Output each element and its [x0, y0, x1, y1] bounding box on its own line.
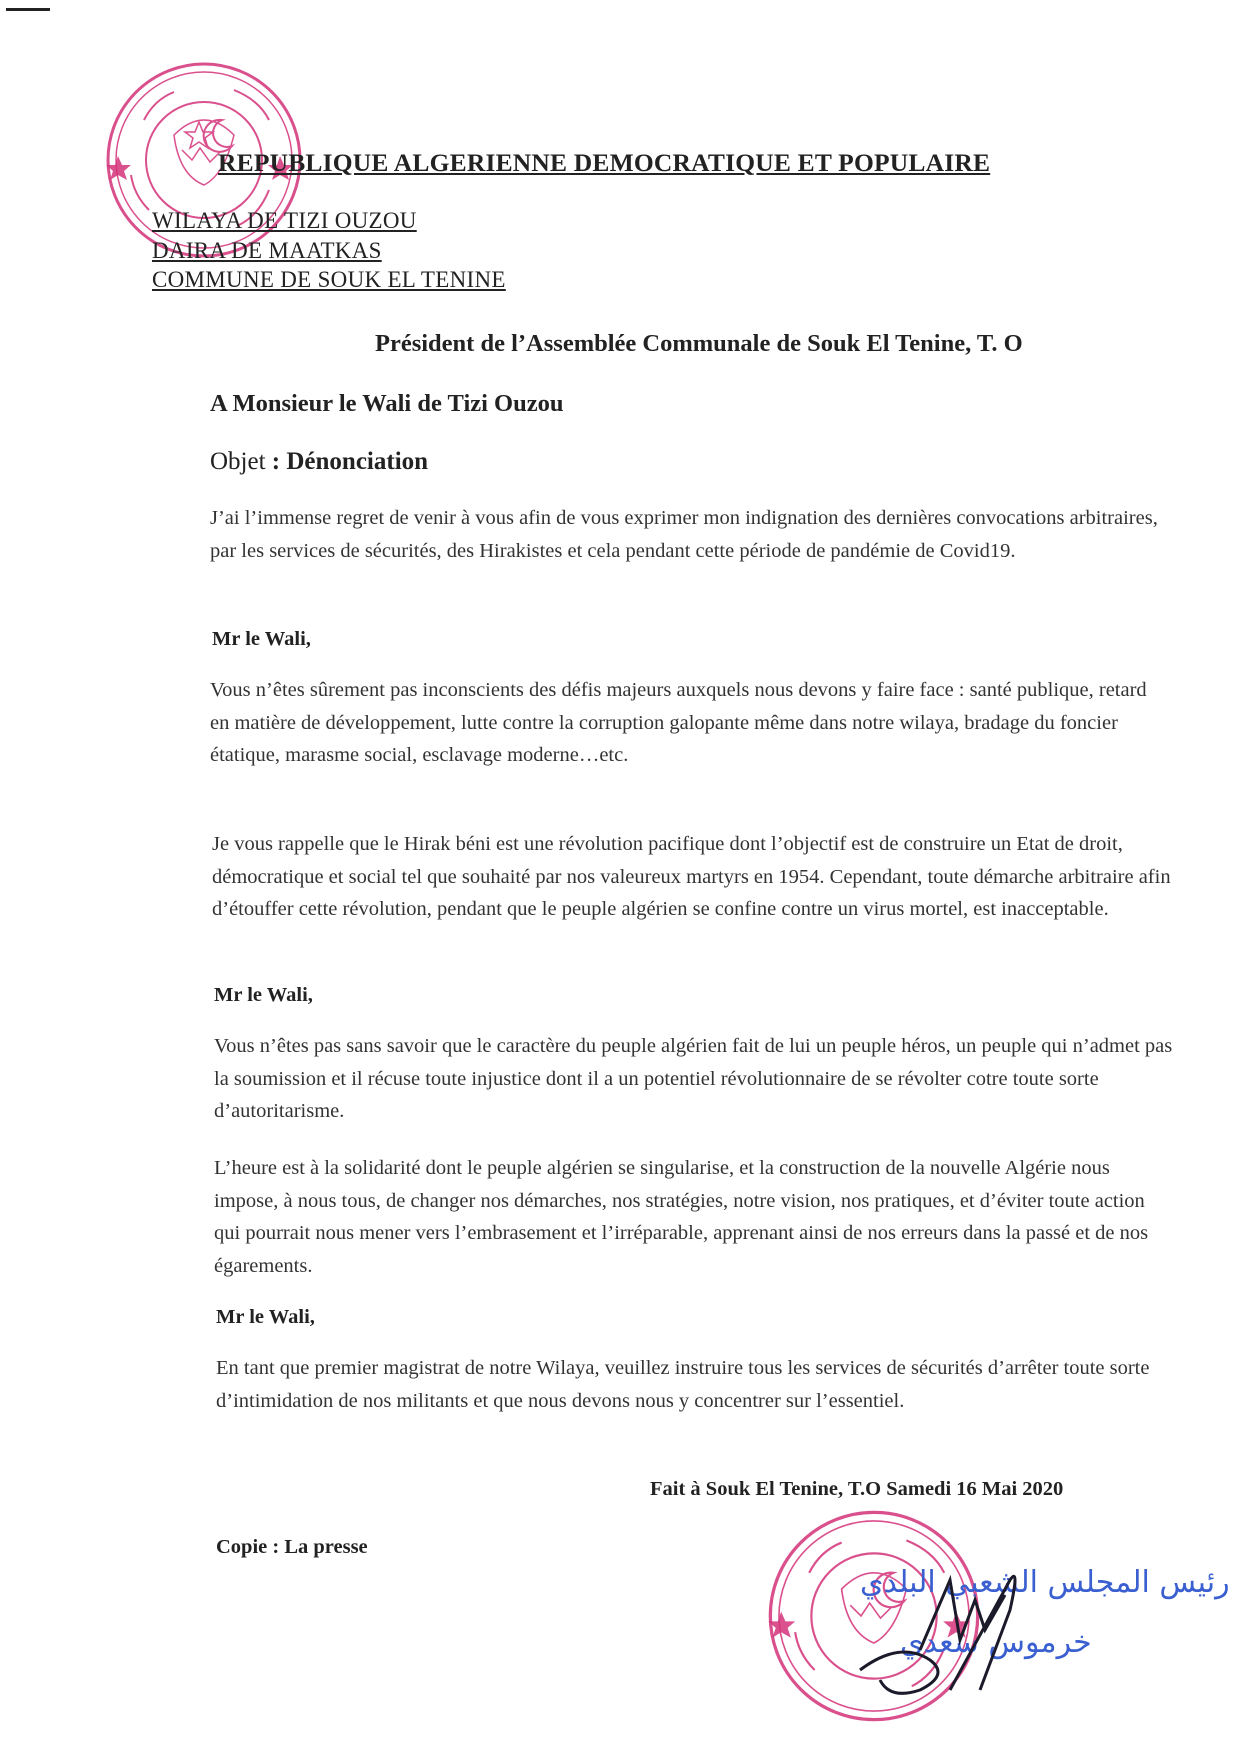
- subject-label: Objet: [210, 448, 266, 475]
- subject-line: [210, 448, 428, 476]
- copy-line: Copie : La presse: [216, 1536, 368, 1558]
- salutation-2: Mr le Wali,: [214, 984, 313, 1006]
- handwritten-signature: [830, 1540, 1060, 1720]
- wilaya-line: WILAYA DE TIZI OUZOU: [152, 208, 417, 233]
- paragraph-1: J’ai l’immense regret de venir à vous afin de vous exprimer mon indignation des dernières convocations arbitraires, par les services de sécurités, des Hirakistes et cela pendant cette période de pandémie de Covid19.: [210, 507, 1158, 562]
- recipient-line: A Monsieur le Wali de Tizi Ouzou: [210, 390, 564, 417]
- sender-title: Président de l’Assemblée Communale de Souk El Tenine, T. O: [375, 330, 1023, 357]
- paragraph-2: Vous n’êtes sûrement pas inconscients des défis majeurs auxquels nous devons y faire face : santé publique, retard en matière de développement, lutte contre la corruption galopante même dans notre wilaya, bradage du foncier étatique, marasme social, esclavage moderne…etc.: [210, 679, 1147, 766]
- commune-line: COMMUNE DE SOUK EL TENINE: [152, 267, 506, 292]
- salutation-1: Mr le Wali,: [212, 628, 311, 650]
- republic-heading: REPUBLIQUE ALGERIENNE DEMOCRATIQUE ET POPULAIRE: [218, 148, 991, 177]
- subject-value: Dénonciation: [286, 448, 429, 475]
- paragraph-3: Je vous rappelle que le Hirak béni est une révolution pacifique dont l’objectif est de construire un Etat de droit, démocratique et social tel que souhaité par nos valeureux martyrs en 1954. Cependant, toute démarche arbitraire afin d’étouffer cette révolution, pendant que le peuple algérien se confine contre un virus mortel, est inacceptable.: [212, 833, 1171, 920]
- place-date: Fait à Souk El Tenine, T.O Samedi 16 Mai 2020: [650, 1478, 1064, 1500]
- paragraph-6: En tant que premier magistrat de notre Wilaya, veuillez instruire tous les services de sécurités d’arrêter toute sorte d’intimidation de nos militants et que nous devons nous y concentrer sur l’essentiel.: [216, 1357, 1150, 1412]
- paragraph-5: L’heure est à la solidarité dont le peuple algérien se singularise, et la construction de la nouvelle Algérie nous impose, à nous tous, de changer nos démarches, nos stratégies, notre vision, nos pratiques, et d’éviter toute action qui pourrait nous mener vers l’embrasement et l’irréparable, apprenant ainsi de nos erreurs dans la passé et de nos égarements.: [214, 1157, 1149, 1277]
- arabic-name: خرموس سعدي: [900, 1625, 1092, 1660]
- scan-mark: [6, 8, 50, 11]
- arabic-title: رئيس المجلس الشعبي البلدي: [860, 1565, 1230, 1600]
- salutation-3: Mr le Wali,: [216, 1306, 315, 1328]
- subject-separator: :: [265, 448, 287, 475]
- daira-line: DAIRA DE MAATKAS: [152, 238, 382, 263]
- paragraph-4: Vous n’êtes pas sans savoir que le caractère du peuple algérien fait de lui un peuple héros, un peuple qui n’admet pas la soumission et il récuse toute injustice dont il a un potentiel révolutionnaire de se révolter cotre toute sorte d’autoritarisme.: [214, 1035, 1173, 1122]
